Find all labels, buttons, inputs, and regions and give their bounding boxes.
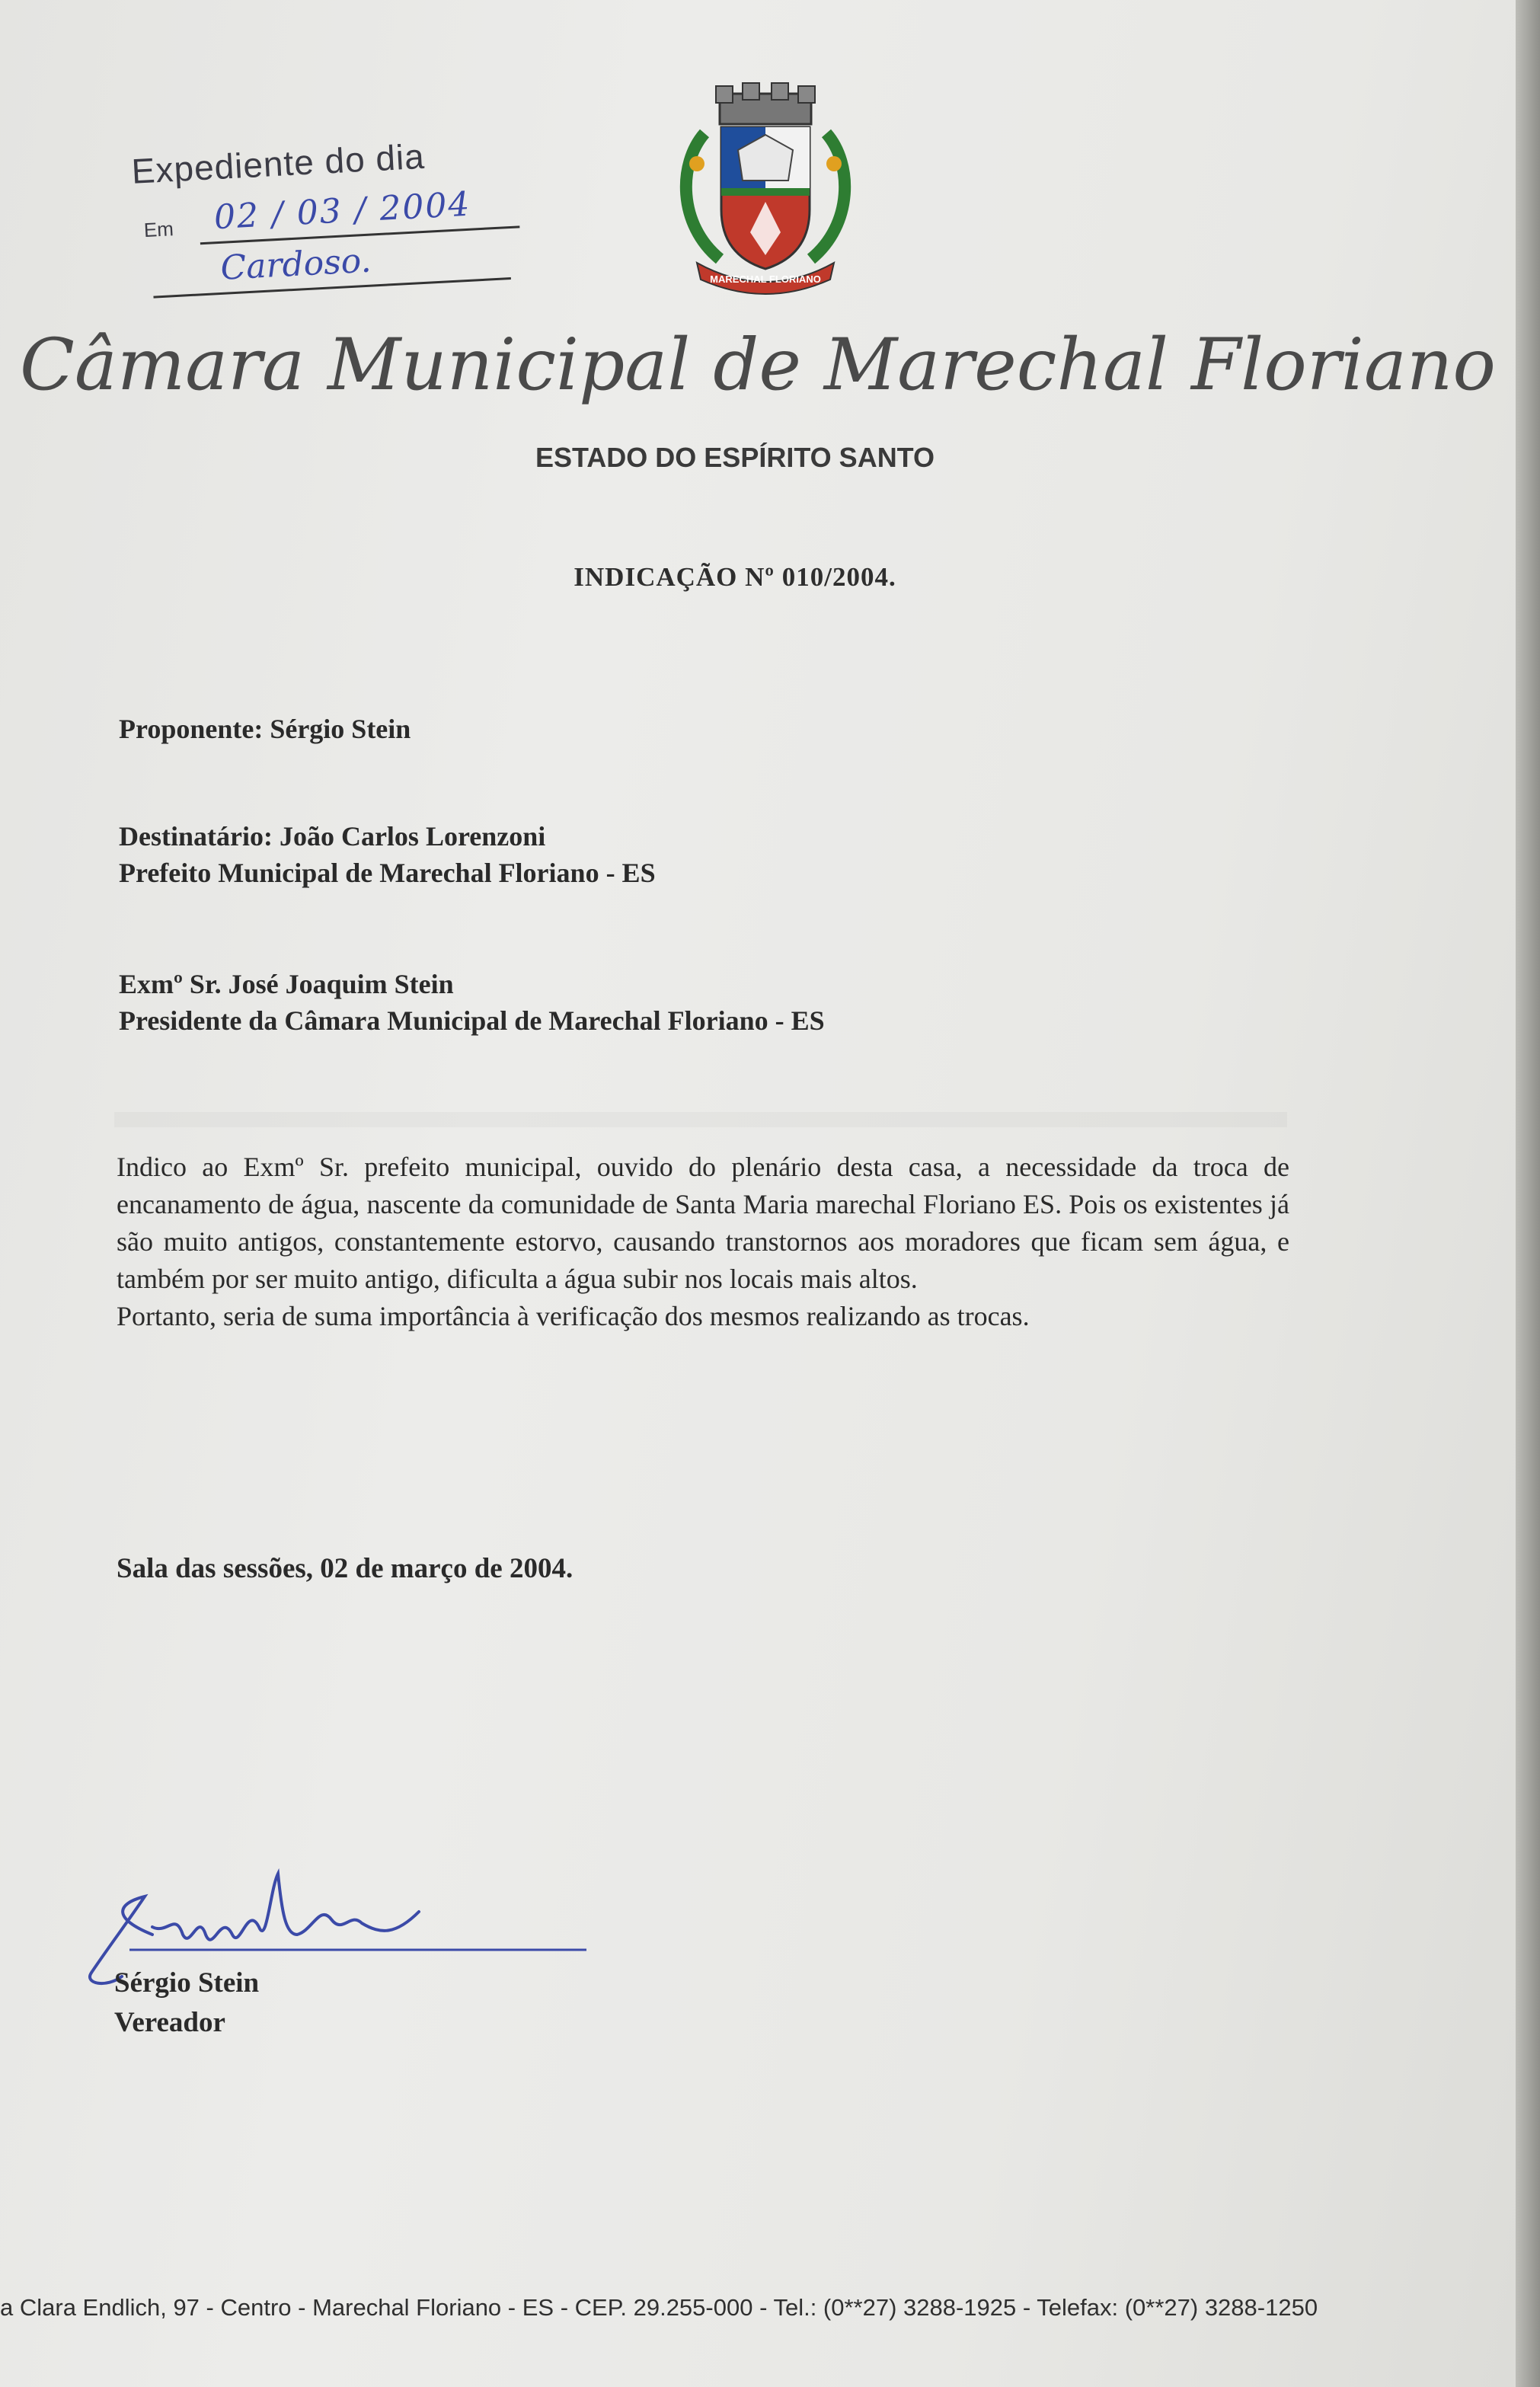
receipt-stamp	[129, 101, 510, 295]
document-title: INDICAÇÃO Nº 010/2004.	[574, 562, 896, 592]
stamp-date-label: Em	[143, 217, 174, 242]
coat-of-arms-icon	[674, 80, 857, 301]
signer-role: Vereador	[114, 2007, 225, 2038]
proponent: Proponente: Sérgio Stein	[119, 714, 411, 744]
closing-line: Sala das sessões, 02 de março de 2004.	[117, 1553, 574, 1584]
show-through	[114, 1112, 1287, 1127]
stamp-title: Expediente do dia	[130, 136, 426, 191]
signer-name: Sérgio Stein	[114, 1967, 260, 1999]
addressee-title: Presidente da Câmara Municipal de Marechal Floriano - ES	[119, 1005, 825, 1036]
footer-address: a Clara Endlich, 97 - Centro - Marechal Floriano - ES - CEP. 29.255-000 - Tel.: (0**27) 3288-1925 - Telefax: (0**27) 3288-1250	[0, 2294, 1318, 2321]
institution-name: Câmara Municipal de Marechal Floriano	[19, 324, 1496, 407]
body-paragraph: Portanto, seria de suma importância à verificação dos mesmos realizando as trocas.	[117, 1301, 1030, 1331]
signer-block	[114, 1964, 259, 2043]
body-paragraph: Indico ao Exmº Sr. prefeito municipal, ouvido do plenário desta casa, a necessidade da troca de encanamento de água, nascente da comunidade de Santa Maria marechal Floriano ES. Pois os existentes já são muito antigos, constantemente estorvo, causando transtornos aos moradores que ficam sem água, e também por ser muito antigo, dificulta a água subir nos locais mais altos.	[117, 1152, 1289, 1294]
addressee-block	[119, 966, 825, 1039]
stamp-signature: Cardoso.	[219, 241, 372, 288]
page-edge	[1516, 0, 1540, 2387]
state-name: ESTADO DO ESPÍRITO SANTO	[535, 442, 935, 473]
recipient-title: Prefeito Municipal de Marechal Floriano - ES	[119, 858, 656, 888]
recipient-block	[119, 818, 656, 891]
addressee-name: Exmº Sr. José Joaquim Stein	[119, 969, 454, 999]
stamp-date: 02 / 03 / 2004	[212, 184, 472, 238]
crest-ribbon-text: MARECHAL FLORIANO	[710, 273, 821, 285]
body-text	[117, 1149, 1289, 1335]
recipient-name: Destinatário: João Carlos Lorenzoni	[119, 821, 546, 852]
